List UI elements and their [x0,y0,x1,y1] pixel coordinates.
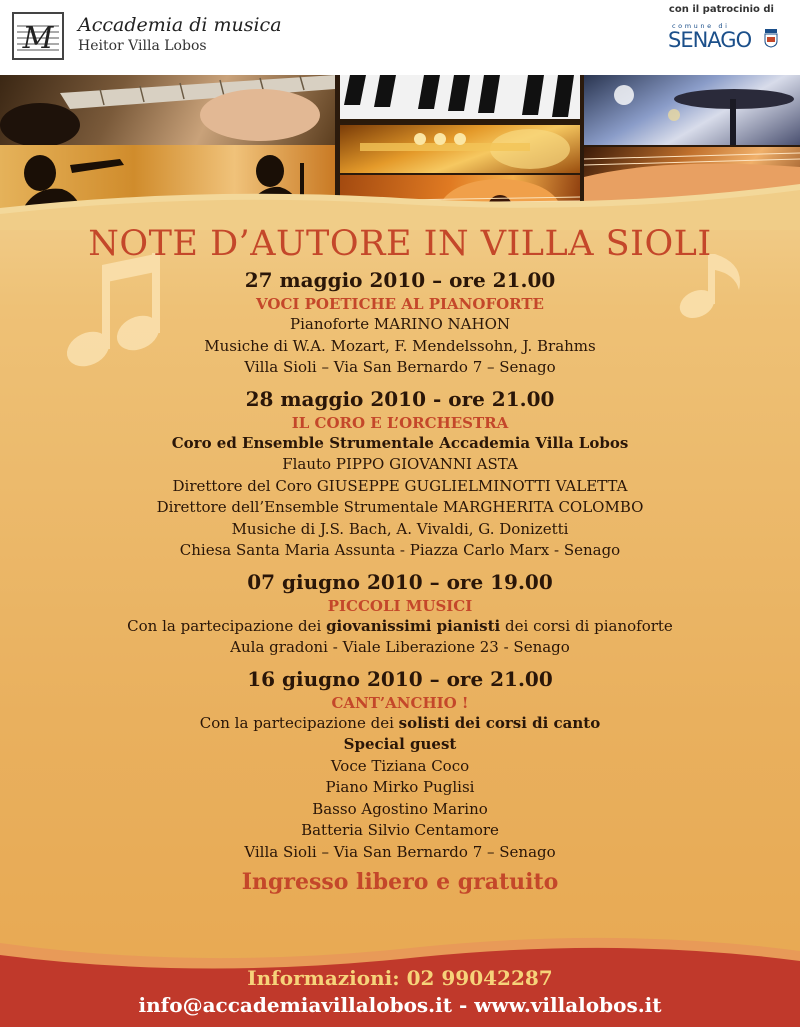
photo-electric-guitar [0,75,335,145]
academy-subtitle: Heitor Villa Lobos [78,38,207,54]
participation-suffix: dei corsi di pianoforte [500,616,673,635]
event-title: PICCOLI MUSICI [327,596,473,615]
info-phone: 02 99042287 [406,966,553,990]
comune-label: comune di [672,22,730,30]
event-block [0,665,800,864]
event-line: Villa Sioli – Via San Bernardo 7 – Senago [244,358,556,376]
event-line: Batteria Silvio Centamore [301,821,499,839]
city-logo: SENAGO [668,28,752,52]
event-date: 27 maggio 2010 – ore 21.00 [244,268,556,292]
event-block [0,266,800,379]
event-block [0,568,800,659]
page-title: NOTE D’AUTORE IN VILLA SIOLI [88,224,712,264]
participation-highlight: solisti dei corsi di canto [398,713,601,732]
svg-text:M: M [22,21,54,56]
participation-prefix: Con la partecipazione dei [127,616,327,635]
event-line: Musiche di W.A. Mozart, F. Mendelssohn, J. Brahms [204,336,596,355]
event-line: Direttore del Coro GIUSEPPE GUGLIELMINOTTI VALETTA [172,476,628,495]
event-date: 28 maggio 2010 - ore 21.00 [245,386,555,411]
event-line: Pianoforte MARINO NAHON [289,315,510,333]
event-line: Aula gradoni - Viale Liberazione 23 - Senago [230,638,570,656]
contact-line: info@accademiavillalobos.it - www.villalobos.it [138,993,662,1017]
event-title: VOCI POETICHE AL PIANOFORTE [256,295,544,313]
photo-trumpet [340,125,580,173]
event-line: Basso Agostino Marino [312,799,488,818]
event-line: Flauto PIPPO GIOVANNI ASTA [282,455,518,473]
event-participation [0,616,800,638]
event-line: Chiesa Santa Maria Assunta - Piazza Carlo Marx - Senago [179,541,621,559]
event-title: IL CORO E L’ORCHESTRA [291,413,509,432]
participation-highlight: giovanissimi pianisti [326,616,501,635]
info-line [0,966,800,990]
header [0,0,800,75]
event-line: Direttore dell’Ensemble Strumentale MARGHERITA COLOMBO [156,498,644,516]
event-line: Piano Mirko Puglisi [325,778,475,796]
city-crest-icon [764,28,778,48]
photo-piano-keys [340,75,580,123]
main-content [0,222,800,897]
event-line: Villa Sioli – Via San Bernardo 7 – Senago [244,842,556,861]
academy-logo-icon [12,12,64,60]
special-guest-label: Special guest [343,735,457,753]
participation-prefix: Con la partecipazione dei [199,713,399,732]
event-date: 07 giugno 2010 – ore 19.00 [247,569,553,594]
academy-name: Accademia di musica [78,14,282,36]
event-date: 16 giugno 2010 – ore 21.00 [247,666,553,691]
event-block [0,385,800,562]
event-title: CANT’ANCHIO ! [331,693,469,712]
event-participation [0,713,800,735]
event-performers: Coro ed Ensemble Strumentale Accademia Villa Lobos [171,433,629,452]
free-entry-notice: Ingresso libero e gratuito [241,869,559,895]
photo-stage-cymbal [584,75,800,145]
info-label: Informazioni: [247,966,400,990]
event-line: Musiche di J.S. Bach, A. Vivaldi, G. Donizetti [231,519,569,538]
patronage-label: con il patrocinio di [668,4,774,15]
event-line: Voce Tiziana Coco [330,756,470,775]
